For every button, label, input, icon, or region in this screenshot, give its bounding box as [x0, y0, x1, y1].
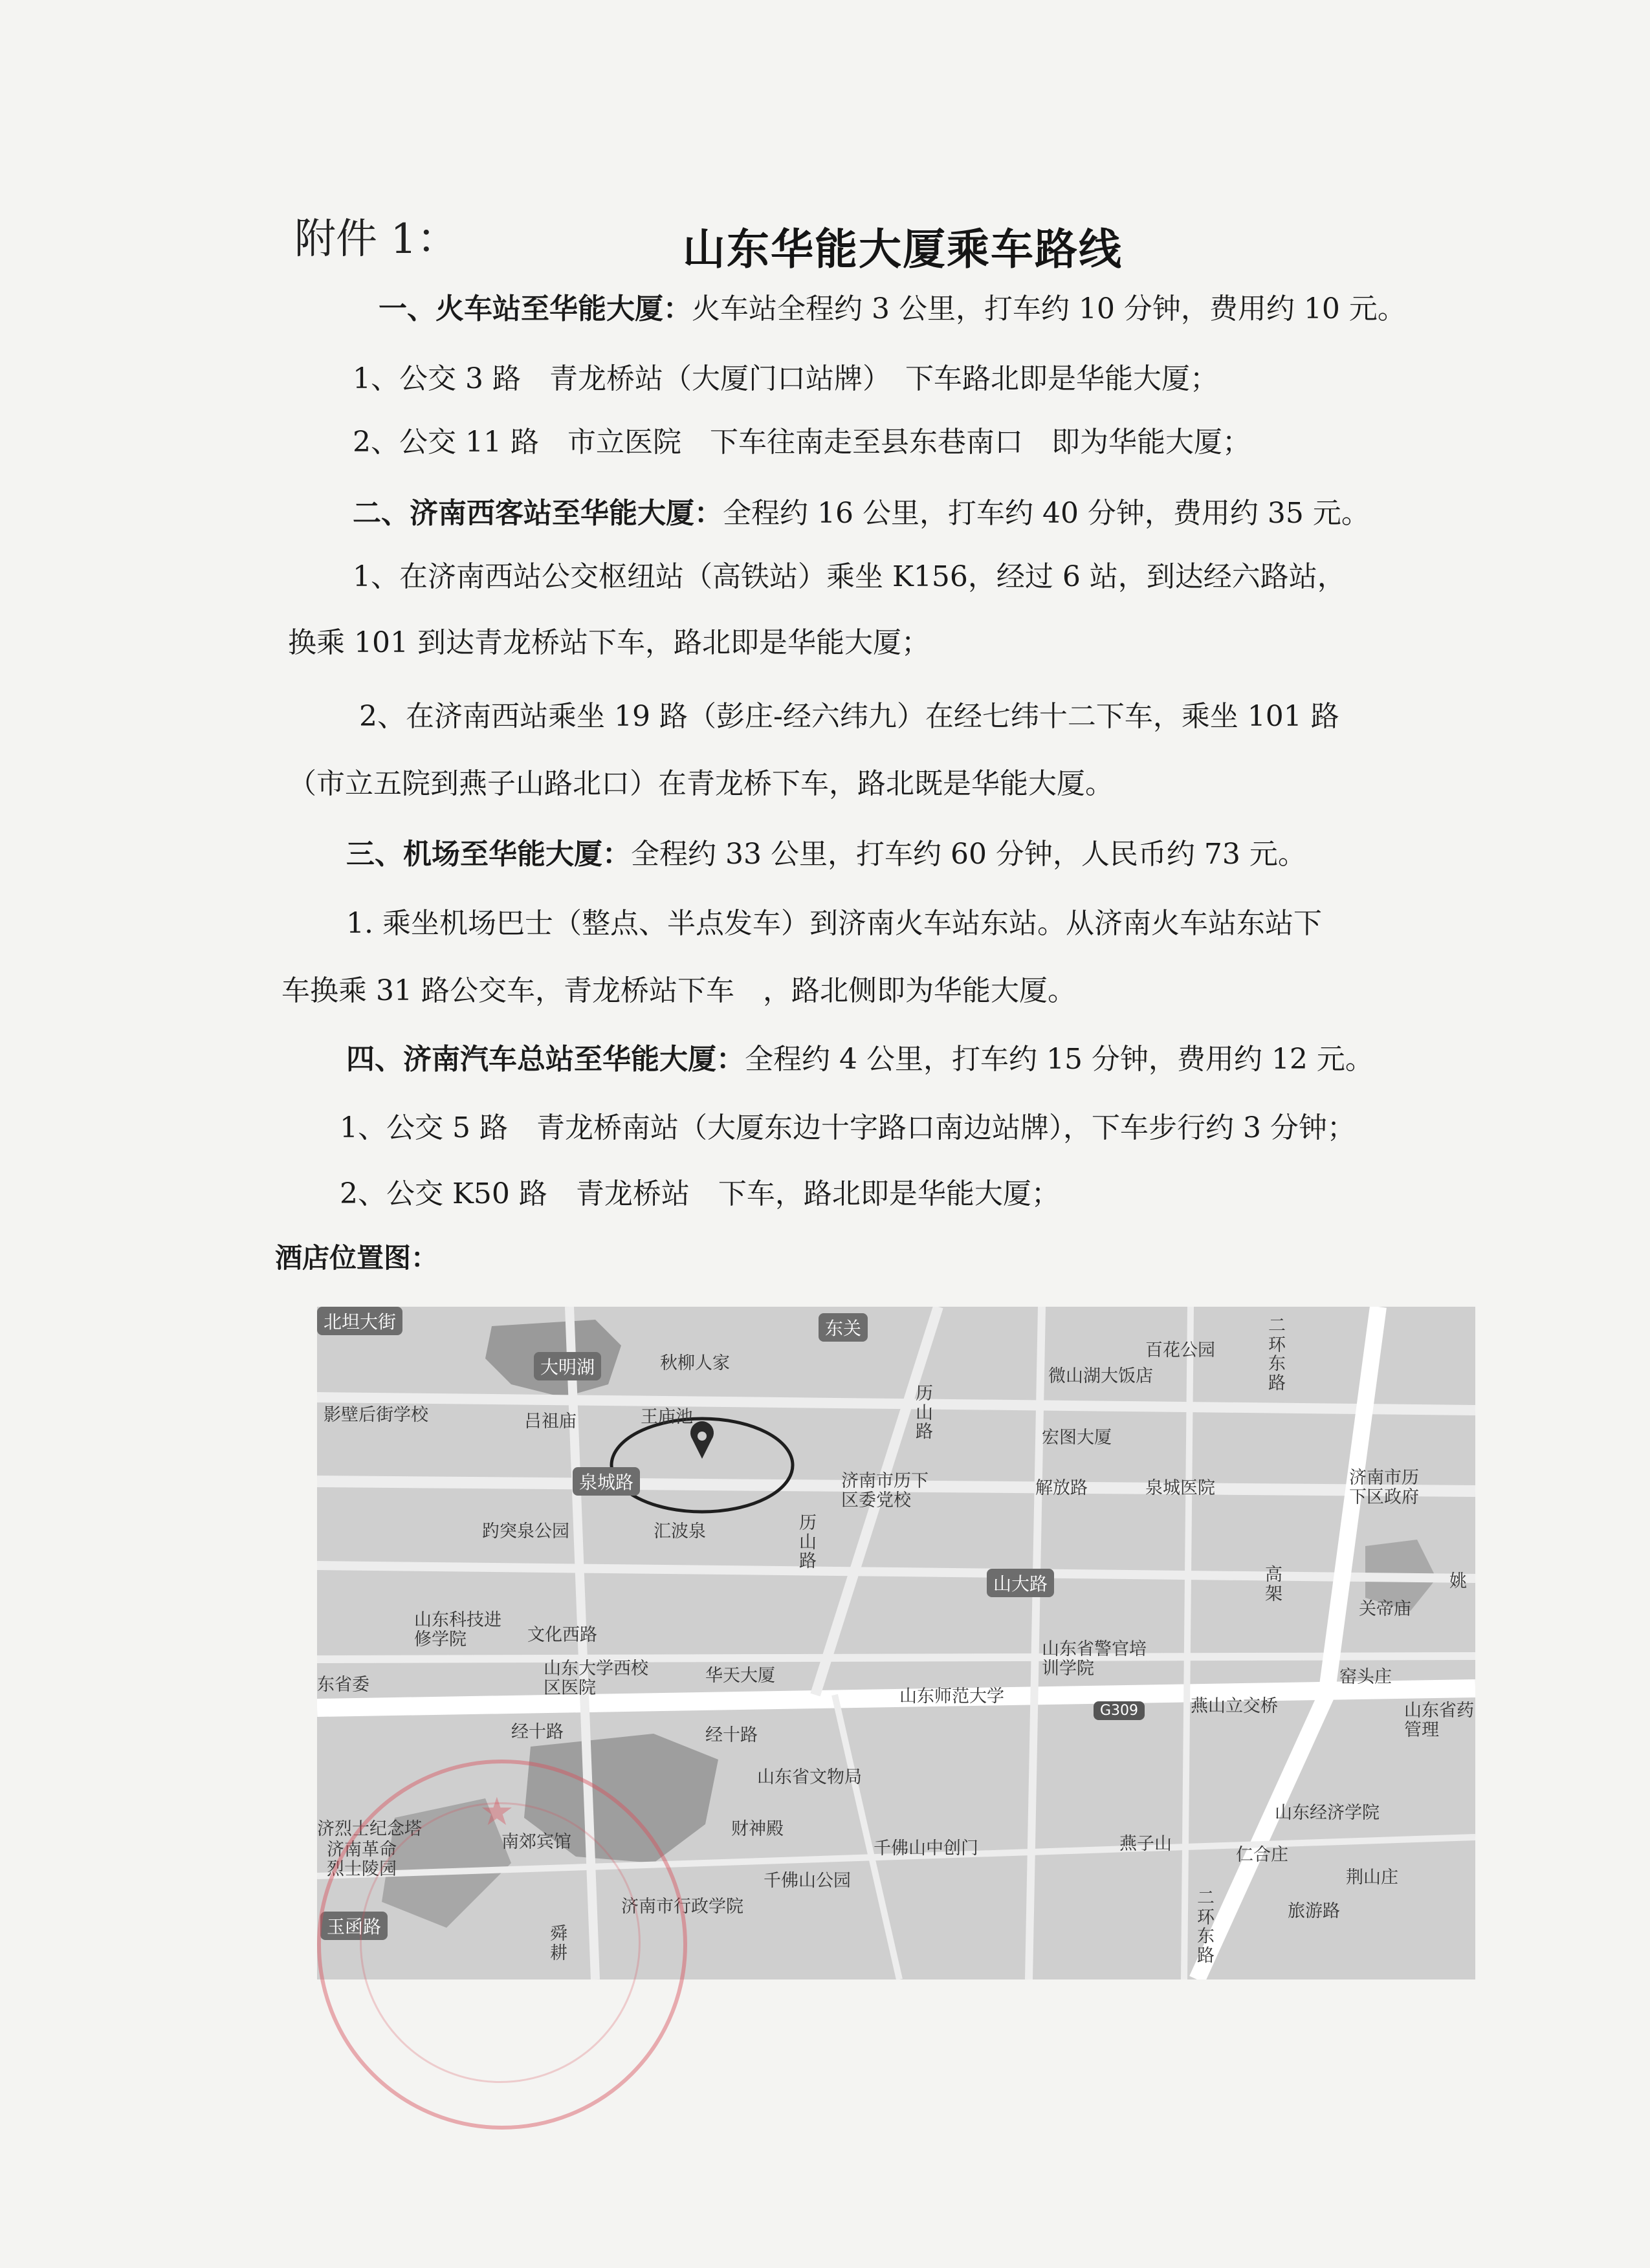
map-label: 财神殿	[731, 1819, 784, 1839]
map-label: 解放路	[1035, 1478, 1088, 1498]
map-label: 王庙池	[641, 1407, 693, 1427]
map-label: 千佛山中创门	[874, 1838, 978, 1859]
map-tag-dongguan: 东关	[819, 1313, 868, 1342]
section-1-heading: 一、火车站至华能大厦：	[379, 292, 692, 325]
map-vertical-lishan-road: 历山路	[916, 1384, 933, 1443]
map-vertical-elevated: 高架	[1265, 1565, 1282, 1604]
map-label: 汇波泉	[654, 1521, 706, 1542]
section-2-item-2: 2、在济南西站乘坐 19 路（彭庄-经六纬九）在经七纬十二下车，乘坐 101 路	[359, 700, 1339, 733]
attachment-label: 附件 1：	[294, 215, 459, 263]
map-label: 千佛山公园	[764, 1871, 851, 1891]
map-label: 关帝庙	[1359, 1599, 1411, 1619]
section-2-item-1-cont: 换乘 101 到达青龙桥站下车，路北即是华能大厦；	[288, 626, 930, 659]
red-stamp-seal: ★	[317, 1760, 687, 2130]
map-vertical-erhuan-east: 二环东路	[1197, 1888, 1215, 1967]
map-tag-shanda-road: 山大路	[987, 1569, 1054, 1597]
map-tag-quancheng-road: 泉城路	[573, 1467, 640, 1496]
map-label: 山东省药管理	[1404, 1701, 1474, 1740]
section-1-line	[379, 292, 1406, 327]
map-label: 趵突泉公园	[482, 1521, 569, 1542]
map-label: 济南市历下区政府	[1349, 1468, 1419, 1507]
map-label: 山东省文物局	[757, 1767, 862, 1787]
map-label: 山东省警官培训学院	[1042, 1639, 1147, 1679]
map-label: 秋柳人家	[660, 1353, 730, 1373]
section-1-item-2: 2、公交 11 路 市立医院 下车往南走至县东巷南口 即为华能大厦；	[353, 426, 1251, 459]
map-tag-beitan: 北坦大街	[317, 1307, 402, 1335]
section-4-item-1: 1、公交 5 路 青龙桥南站（大厦东边十字路口南边站牌），下车步行约 3 分钟；	[340, 1111, 1356, 1144]
map-label: 影壁后街学校	[324, 1405, 428, 1425]
map-label: 吕祖庙	[524, 1412, 577, 1432]
map-caption: 酒店位置图：	[275, 1242, 439, 1274]
section-4-summary: 全程约 4 公里，打车约 15 分钟，费用约 12 元。	[745, 1043, 1374, 1076]
map-label: 济南市历下区委党校	[841, 1471, 929, 1510]
map-label-jingshi-road: 经十路	[705, 1725, 758, 1745]
map-label: 山东大学西校区医院	[544, 1659, 648, 1698]
map-label: 荆山庄	[1346, 1868, 1398, 1888]
map-label: 百花公园	[1145, 1340, 1215, 1360]
map-label: 济烈士纪念塔	[317, 1819, 422, 1839]
map-label: 燕山立交桥	[1191, 1696, 1278, 1716]
page-title: 山东华能大厦乘车路线	[683, 224, 1123, 274]
map-label: 窑头庄	[1339, 1667, 1392, 1687]
section-3-heading: 三、机场至华能大厦：	[346, 838, 631, 871]
map-tag-daminghu: 大明湖	[534, 1352, 601, 1380]
map-label: 山东科技进修学院	[414, 1610, 501, 1650]
map-vertical-lishan-road: 历山路	[799, 1513, 817, 1572]
map-tag-yuhan-road: 玉函路	[320, 1912, 388, 1940]
map-label: 东省委	[317, 1675, 369, 1695]
section-4-heading: 四、济南汽车总站至华能大厦：	[346, 1043, 745, 1076]
map-highway-g309: G309	[1094, 1701, 1145, 1720]
map-label: 华天大厦	[705, 1666, 775, 1686]
section-2-summary: 全程约 16 公里，打车约 40 分钟，费用约 35 元。	[723, 497, 1370, 530]
section-3-line	[346, 838, 1306, 872]
map-label: 泉城医院	[1145, 1478, 1215, 1498]
section-4-line	[346, 1043, 1374, 1077]
section-2-item-2-cont: （市立五院到燕子山路北口）在青龙桥下车，路北既是华能大厦。	[288, 767, 1114, 800]
map-label: 燕子山	[1119, 1834, 1172, 1854]
section-3-item-1-cont: 车换乘 31 路公交车，青龙桥站下车 ，路北侧即为华能大厦。	[281, 974, 1076, 1007]
hotel-location-map	[317, 1307, 1475, 1979]
map-label: 宏图大厦	[1042, 1428, 1112, 1448]
section-2-heading: 二、济南西客站至华能大厦：	[353, 497, 723, 530]
map-vertical-erhuan-east: 二环东路	[1268, 1316, 1286, 1394]
section-1-item-1: 1、公交 3 路 青龙桥站（大厦门口站牌） 下车路北即是华能大厦；	[353, 362, 1218, 395]
section-3-item-1: 1. 乘坐机场巴士（整点、半点发车）到济南火车站东站。从济南火车站东站下	[346, 907, 1322, 940]
map-label: 舜耕	[550, 1924, 567, 1963]
map-label: 微山湖大饭店	[1048, 1366, 1153, 1386]
section-3-summary: 全程约 33 公里，打车约 60 分钟，人民币约 73 元。	[631, 838, 1306, 871]
map-label: 旅游路	[1288, 1901, 1340, 1921]
section-2-line	[353, 497, 1370, 531]
map-label: 济南市行政学院	[621, 1897, 743, 1917]
map-label: 仁合庄	[1236, 1845, 1288, 1865]
section-4-item-2: 2、公交 K50 路 青龙桥站 下车，路北即是华能大厦；	[340, 1177, 1060, 1210]
section-1-summary: 火车站全程约 3 公里，打车约 10 分钟，费用约 10 元。	[692, 292, 1406, 325]
map-label: 山东经济学院	[1275, 1803, 1380, 1823]
map-label: 南郊宾馆	[501, 1832, 571, 1852]
map-label-jingshi-road: 经十路	[511, 1722, 564, 1742]
map-label: 山东师范大学	[899, 1686, 1004, 1706]
section-2-item-1: 1、在济南西站公交枢纽站（高铁站）乘坐 K156，经过 6 站，到达经六路站，	[353, 560, 1346, 593]
map-label: 文化西路	[527, 1625, 597, 1645]
map-label: 姚	[1449, 1571, 1467, 1591]
map-label: 济南革命烈士陵园	[327, 1840, 397, 1879]
